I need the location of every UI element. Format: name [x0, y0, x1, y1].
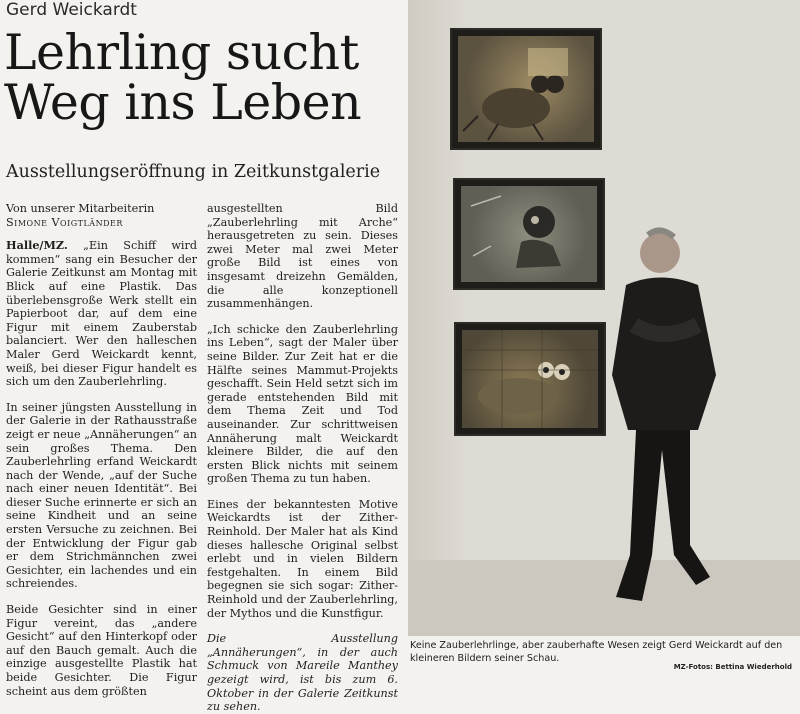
article-column-1: [6, 202, 197, 698]
painting-cat: [453, 178, 605, 290]
closing-note: Die Ausstellung „Annäherungen“, in der auch Schmuck von Mareile Manthey gezeigt wird, ist bis zum 6. Oktober in der Galerie Zeitkunst zu sehen.: [207, 632, 398, 714]
photo-caption: Keine Zauberlehrlinge, aber zauberhafte Wesen zeigt Gerd Weickardt auf den kleineren Bildern seiner Schau.: [410, 640, 783, 664]
byline-author: Simone Voigtländer: [6, 215, 123, 229]
paragraph-text: „Ein Schiff wird kommen“ sang ein Besucher der Galerie Zeitkunst am Montag mit Blick auf eine Plastik. Das überlebensgroße Werk stellt ein Papierboot dar, auf dem eine Figur mit einem Zauberstab balanciert. Wer den halleschen Maler Gerd Weickardt kennt, weiß, bei dieser Figur handelt es sich um den Zauberlehrling.: [6, 239, 198, 389]
paragraph: Eines der bekanntesten Motive Weickardts ist der Zither-Reinhold. Der Maler hat als Kind dieses hallesche Original selbst erlebt und in vielen Bildern festgehalten. In einem Bild begegnen sie sich sogar: Zither-Reinhold und der Zauberlehrling, der Mythos und die Kunstfigur.: [207, 497, 398, 620]
beetle-figure: [458, 36, 594, 142]
photo-credit: MZ-Fotos: Bettina Wiederhold: [673, 663, 792, 671]
paragraph: ausgestellten Bild „Zauberlehrling mit Arche“ herausgetreten zu sein. Dieses zwei Meter mal zwei Meter große Bild ist eines von insgesamt dreizehn Gemälden, die alle konzeptionell zusammenhängen.: [207, 202, 398, 311]
dateline: Halle/MZ.: [6, 238, 68, 253]
headline-line-1: Lehrling sucht: [4, 24, 359, 81]
cat-figure: [461, 186, 597, 282]
painting-beetle: [450, 28, 602, 150]
headline-line-2: Weg ins Leben: [4, 74, 362, 131]
painting-creature: [454, 322, 606, 436]
subheadline: Ausstellungseröffnung in Zeitkunstgalerie: [6, 162, 381, 182]
byline-intro: Von unserer Mitarbeiterin: [6, 202, 155, 215]
paragraph: Beide Gesichter sind in einer Figur vereint, das „andere Gesicht“ auf den Hinterkopf oder auf den Bauch gemalt. Auch die einzige ausgestellte Plastik hat beide Gesichter. Die Figur scheint aus dem größten: [6, 603, 197, 698]
headline: [4, 24, 362, 131]
artist-figure: [598, 225, 728, 615]
paragraph: In seiner jüngsten Ausstellung in der Galerie in der Rathausstraße zeigt er neue „Annäherungen“ an sein großes Thema. Den Zauberlehrling erfand Weickardt nach der Wende, „auf der Suche nach einer neuen Identität“. Bei dieser Suche erinnerte er sich an seine Kindheit und an seine ersten Versuche zu zeichnen. Bei der Entwicklung der Figur gab er dem Strichmännchen zwei Gesichter, ein lachendes und ein schreiendes.: [6, 400, 197, 591]
article-photo: [408, 0, 800, 636]
creature-figure: [462, 330, 598, 428]
kicker: Gerd Weickardt: [6, 0, 137, 20]
paragraph: „Ich schicke den Zauberlehrling ins Leben“, sagt der Maler über seine Bilder. Zur Zeit hat er die Hälfte seines Mammut-Projekts geschafft. Sein Held setzt sich im gerade entstehenden Bild mit dem Thema Zeit und Tod auseinander. Zur schrittweisen Annäherung malt Weickardt kleinere Bilder, die auf den ersten Blick nichts mit seinem großen Thema zu tun haben.: [207, 322, 398, 486]
article-column-2: [207, 202, 398, 714]
paragraph: [6, 239, 197, 389]
